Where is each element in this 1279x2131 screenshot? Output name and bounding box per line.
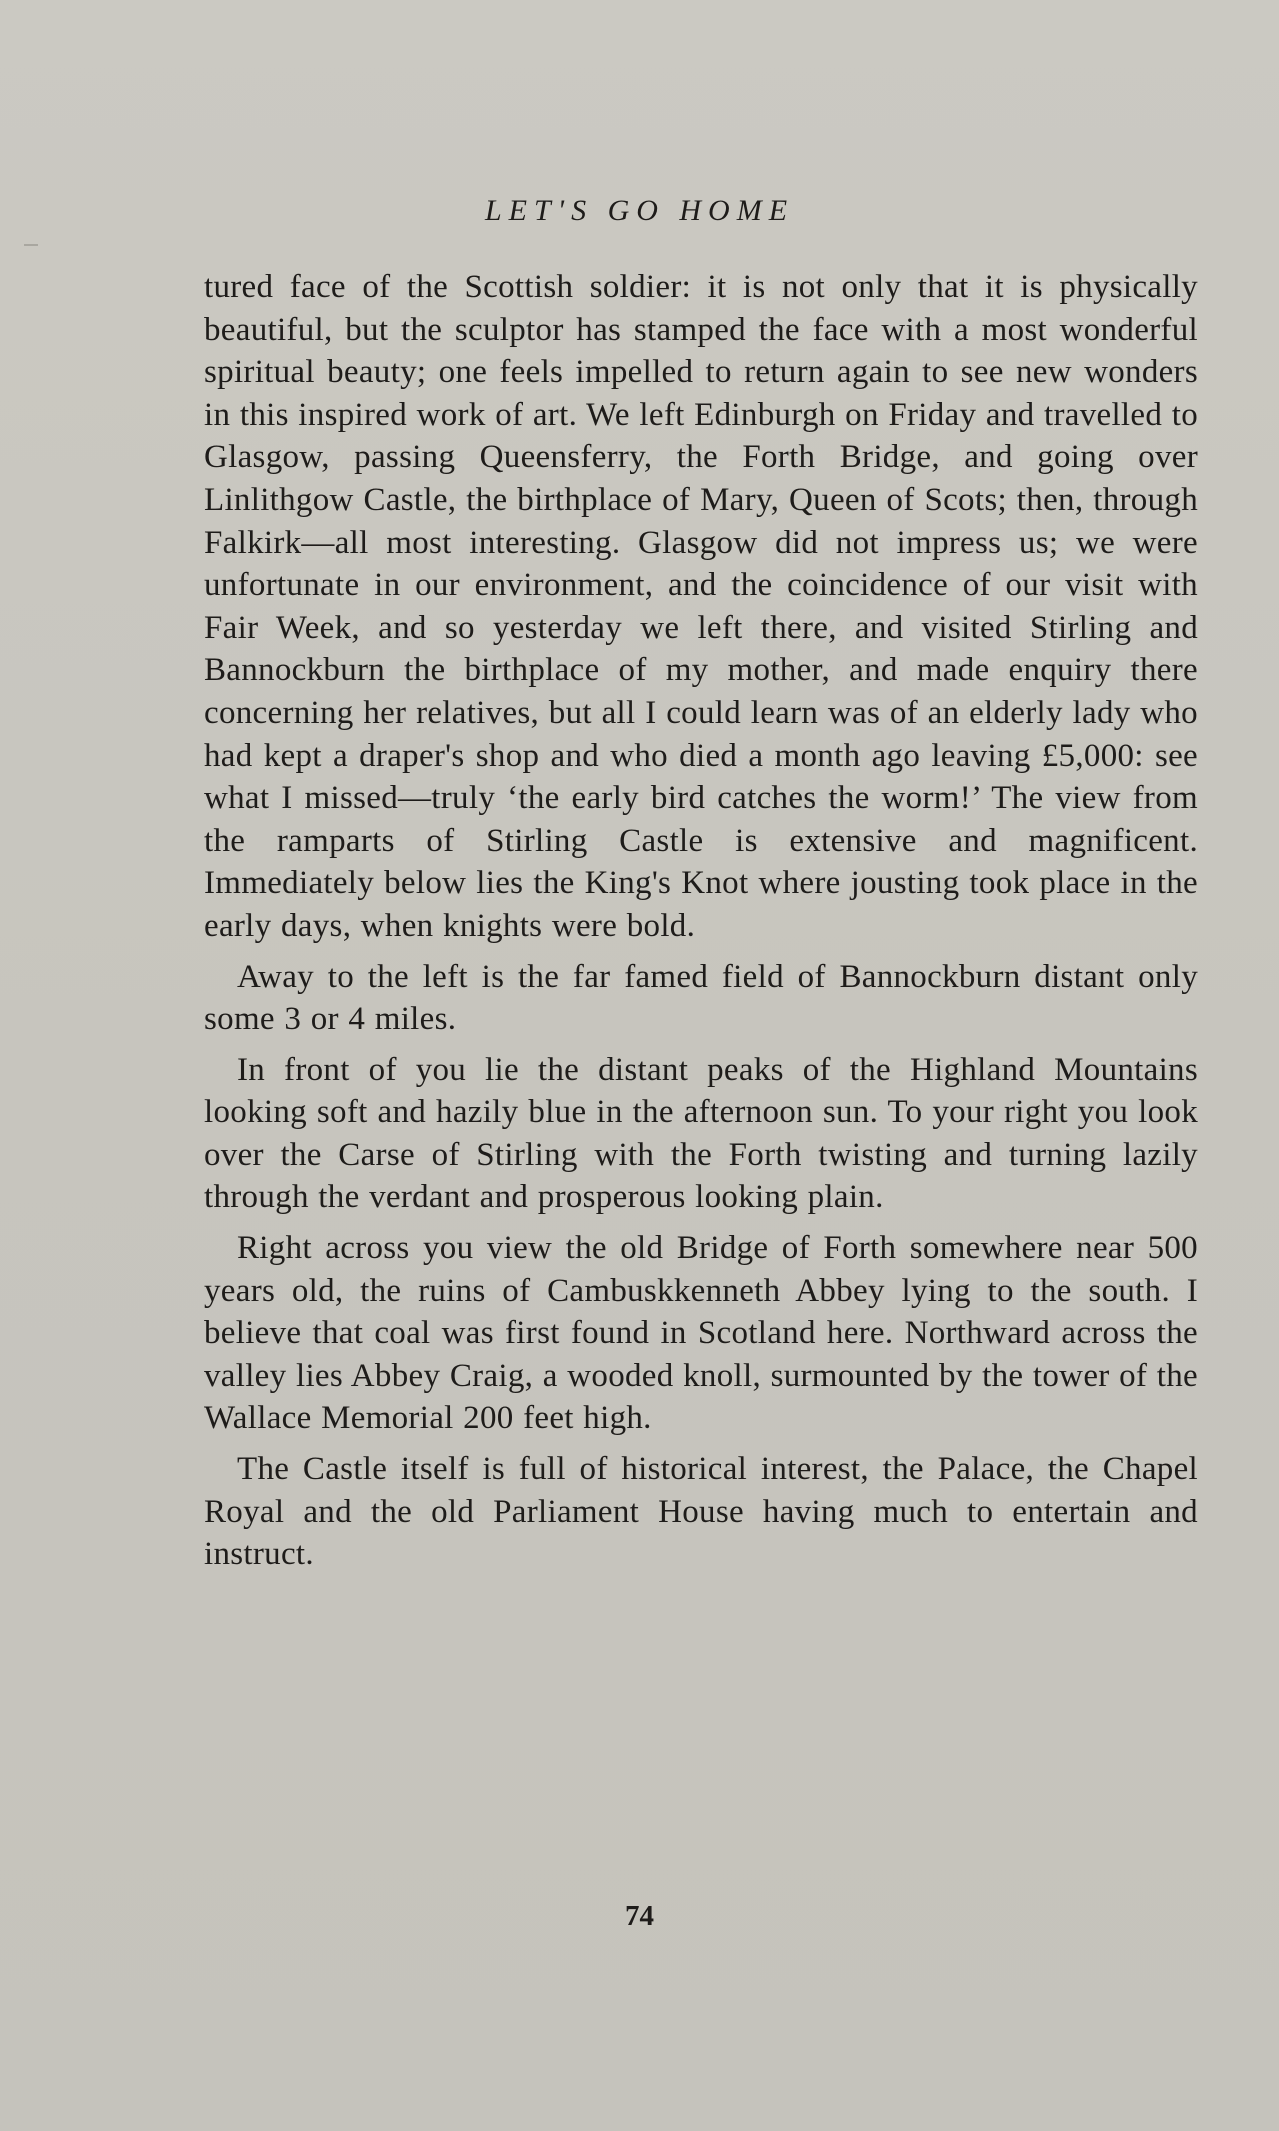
paragraph-castle: The Castle itself is full of historical interest, the Palace, the Chapel Royal and the old Parliament House having much to entertain and instruct. xyxy=(204,1451,1198,1573)
paragraph-continuation: tured face of the Scottish soldier: it is not only that it is physically beautiful, but the sculptor has stamped the face with a most wonderful spiritual beauty; one feels impelled to return again to see new wonders in this inspired work of art. We left Edinburgh on Friday and travelled to Glasgow, passing Queensferry, the Forth Bridge, and going over Linlithgow Castle, the birthplace of Mary, Queen of Scots; then, through Falkirk—all most interesting. Glasgow did not impress us; we were unfortunate in our environment, and the coincidence of our visit with Fair Week, and so yesterday we left there, and visited Stirling and Bannockburn the birthplace of my mother, and made enquiry there concerning her relatives, but all I could learn was of an elderly lady who had kept a draper's shop and who died a month ago leaving £5,000: see what I missed—truly ‘the early bird catches the worm!’ The view from the ramparts of Stirling Castle is extensive and magnificent. Immediately below lies the King's Knot where jousting took place in the early days, when knights were bold. xyxy=(204,269,1198,944)
paragraph-bannockburn: Away to the left is the far famed field of Bannockburn distant only some 3 or 4 miles. xyxy=(204,958,1198,1038)
body-text xyxy=(204,266,1198,1584)
running-head: LET'S GO HOME xyxy=(484,194,795,227)
paragraph-highlands: In front of you lie the distant peaks of the Highland Mountains looking soft and hazily blue in the afternoon sun. To your right you look over the Carse of Stirling with the Forth twisting and turning lazily through the verdant and prosperous looking plain. xyxy=(204,1051,1198,1216)
margin-mark xyxy=(24,244,38,246)
page-number: 74 xyxy=(625,1900,654,1932)
paragraph-bridge-of-forth: Right across you view the old Bridge of Forth somewhere near 500 years old, the ruins of Cambuskkenneth Abbey lying to the south. I believe that coal was first found in Scotland here. Northward across the valley lies Abbey Craig, a wooded knoll, surmounted by the tower of the Wallace Memorial 200 feet high. xyxy=(204,1230,1198,1437)
